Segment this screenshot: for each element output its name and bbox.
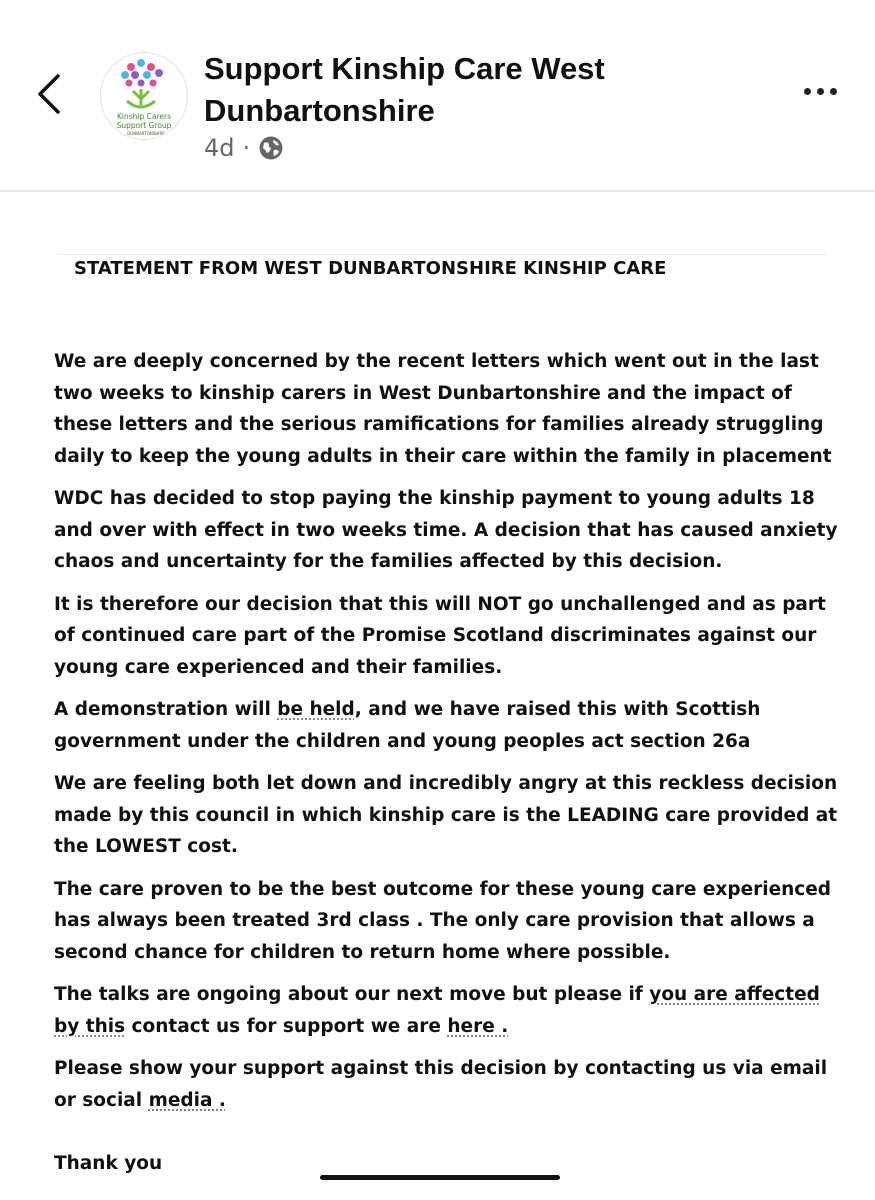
more-options-button[interactable]	[804, 88, 837, 95]
paragraph-7	[54, 979, 854, 1042]
text-line: We are feeling both let down and incredibly angry at this reckless decision	[54, 773, 838, 794]
post-meta	[204, 134, 284, 162]
text-line: WDC has decided to stop paying the kinship payment to young adults 18	[54, 488, 815, 509]
text-line: these letters and the serious ramifications for families already struggling	[54, 414, 824, 435]
top-divider	[58, 254, 828, 255]
paragraph-8	[54, 1053, 854, 1116]
meta-separator: ·	[242, 134, 251, 162]
text-line: daily to keep the young adults in their care within the family in placement	[54, 445, 832, 467]
text-line	[54, 1011, 854, 1043]
statement-heading: STATEMENT FROM WEST DUNBARTONSHIRE KINSHIP CARE	[74, 258, 667, 279]
text-line	[54, 694, 854, 726]
spellcheck-underline: be held	[277, 699, 355, 720]
paragraph-5	[54, 768, 854, 863]
spellcheck-underline: you are affected	[649, 984, 820, 1005]
text-span: contact us for support we are	[125, 1015, 448, 1037]
text-line: and over with effect in two weeks time. A decision that has caused anxiety	[54, 519, 838, 541]
post-age[interactable]: 4d	[204, 134, 235, 162]
statement-image[interactable]	[0, 196, 875, 1200]
text-line	[54, 1085, 854, 1117]
page-avatar[interactable]	[100, 52, 188, 140]
text-line: The care proven to be the best outcome for these young care experienced	[54, 878, 832, 900]
page-title-line-2: Dunbartonshire	[204, 93, 435, 128]
page-title[interactable]	[204, 48, 724, 132]
back-arrow-icon[interactable]	[36, 74, 62, 114]
closing-text: Thank you	[54, 1153, 163, 1174]
globe-icon[interactable]	[258, 135, 284, 161]
text-line: two weeks to kinship carers in West Dunbartonshire and the impact of	[54, 382, 792, 404]
text-line: has always been treated 3rd class . The only care provision that allows a	[54, 910, 815, 931]
home-indicator[interactable]	[320, 1175, 560, 1180]
text-span: The talks are ongoing about our next move but please if	[54, 984, 650, 1005]
more-dot-icon	[830, 88, 837, 95]
text-line: government under the children and young peoples act section 26a	[54, 730, 751, 752]
post-header	[0, 0, 875, 192]
paragraph-4	[54, 694, 854, 757]
text-line: of continued care part of the Promise Scotland discriminates against our	[54, 625, 817, 646]
kinship-logo-icon	[101, 53, 187, 139]
text-span: , and we have raised this with Scottish	[354, 699, 761, 720]
text-span: A demonstration will	[54, 699, 278, 720]
text-line: second chance for children to return home where possible.	[54, 941, 671, 963]
paragraph-1	[54, 346, 854, 472]
paragraph-3	[54, 589, 854, 684]
spellcheck-underline: media .	[148, 1089, 226, 1111]
statement-body	[54, 346, 854, 1127]
spellcheck-underline: here .	[447, 1015, 509, 1037]
text-span: or social	[54, 1089, 149, 1111]
logo-text-2: Support Group	[116, 121, 172, 130]
text-line: the LOWEST cost.	[54, 836, 238, 857]
text-line: We are deeply concerned by the recent letters which went out in the last	[54, 351, 819, 372]
spellcheck-underline: by this	[54, 1015, 126, 1037]
paragraph-6	[54, 874, 854, 969]
more-dot-icon	[817, 88, 824, 95]
logo-text-1: Kinship Carers	[116, 112, 172, 121]
more-dot-icon	[804, 88, 811, 95]
text-line: Please show your support against this decision by contacting us via email	[54, 1058, 828, 1079]
page-title-line-1: Support Kinship Care West	[204, 51, 605, 86]
text-line: It is therefore our decision that this will NOT go unchallenged and as part	[54, 593, 826, 615]
text-line: made by this council in which kinship care is the LEADING care provided at	[54, 804, 838, 826]
text-line: chaos and uncertainty for the families affected by this decision.	[54, 551, 723, 572]
text-line: young care experienced and their families.	[54, 656, 503, 678]
paragraph-2	[54, 483, 854, 578]
logo-flowers	[121, 59, 163, 87]
text-line	[54, 979, 854, 1011]
logo-text-3: DUNBARTONSHIRE	[127, 131, 165, 136]
